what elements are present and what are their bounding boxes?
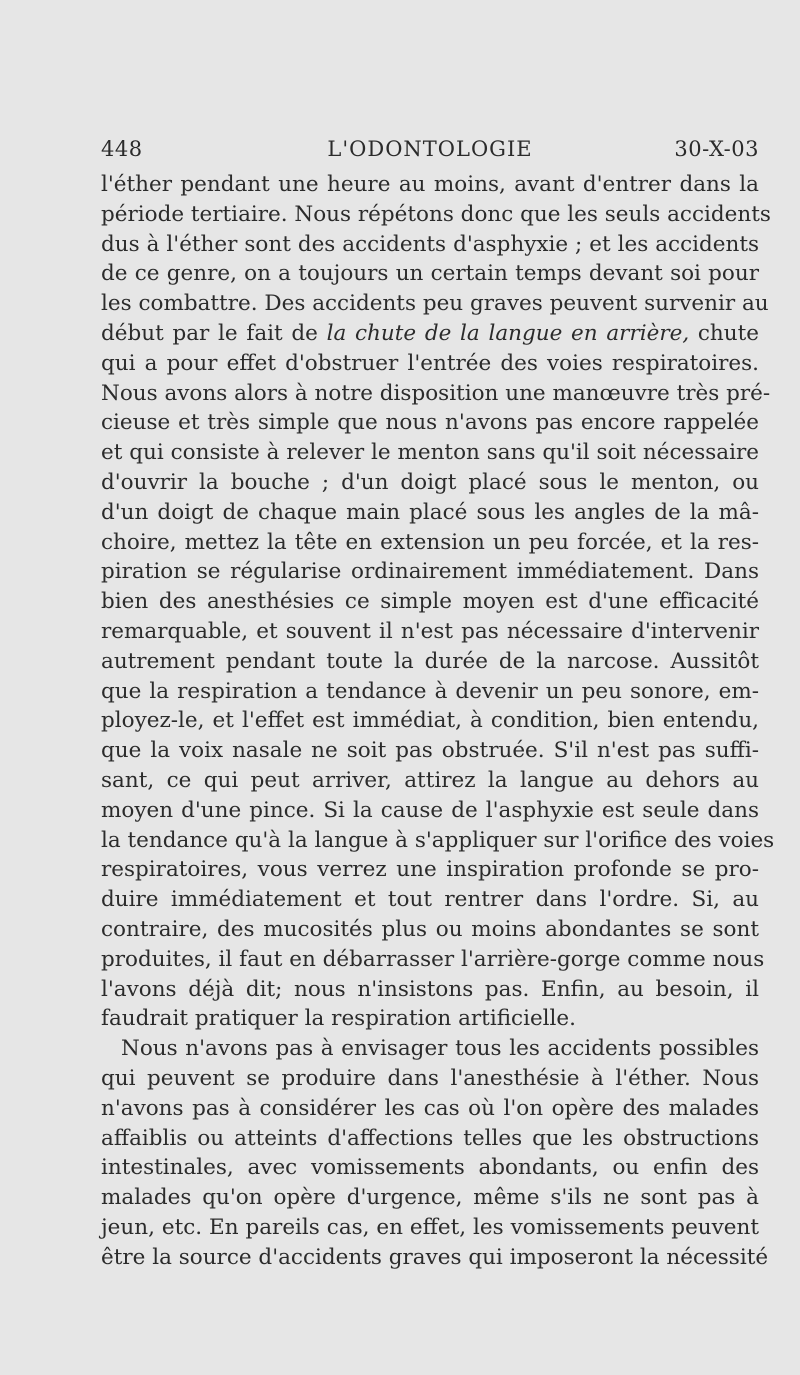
text-line: l'avons déjà dit; nous n'insistons pas. Enfin, au besoin, il bbox=[101, 976, 759, 1002]
text-line: Nous avons alors à notre disposition une manœuvre très pré- bbox=[101, 380, 771, 406]
paragraph-2 bbox=[101, 1034, 769, 1272]
body-text bbox=[101, 170, 775, 1272]
text-line: piration se régularise ordinairement immédiatement. Dans bbox=[101, 559, 759, 585]
text-line: période tertiaire. Nous répétons donc que les seuls accidents bbox=[101, 201, 771, 227]
text-line: de ce genre, on a toujours un certain temps devant soi pour bbox=[101, 261, 759, 287]
text-line: remarquable, et souvent il n'est pas nécessaire d'intervenir bbox=[101, 618, 759, 644]
text-line: dus à l'éther sont des accidents d'asphyxie ; et les accidents bbox=[101, 231, 759, 257]
text-line: autrement pendant toute la durée de la narcose. Aussitôt bbox=[101, 648, 759, 674]
italic-phrase: la chute de la langue en arrière, bbox=[326, 320, 690, 346]
text-line: d'un doigt de chaque main placé sous les angles de la mâ- bbox=[101, 499, 759, 525]
text-line: les combattre. Des accidents peu graves peuvent survenir au bbox=[101, 291, 769, 317]
text-line: n'avons pas à considérer les cas où l'on opère des malades bbox=[101, 1095, 759, 1121]
text-line: respiratoires, vous verrez une inspiration profonde se pro- bbox=[101, 857, 759, 883]
text-line: la tendance qu'à la langue à s'appliquer sur l'orifice des voies bbox=[101, 827, 775, 853]
text-line: affaiblis ou atteints d'affections telles que les obstructions bbox=[101, 1125, 759, 1151]
text-line: cieuse et très simple que nous n'avons pas encore rappelée bbox=[101, 410, 759, 436]
page-number: 448 bbox=[101, 137, 143, 161]
text-line: ployez-le, et l'effet est immédiat, à condition, bien entendu, bbox=[101, 708, 759, 734]
text-line: qui peuvent se produire dans l'anesthésie à l'éther. Nous bbox=[101, 1065, 759, 1091]
text-line: faudrait pratiquer la respiration artificielle. bbox=[101, 1006, 576, 1032]
text-line: d'ouvrir la bouche ; d'un doigt placé sous le menton, ou bbox=[101, 469, 759, 495]
text-line: qui a pour effet d'obstruer l'entrée des voies respiratoires. bbox=[101, 350, 759, 376]
journal-title: L'ODONTOLOGIE bbox=[327, 137, 533, 161]
text-line bbox=[101, 319, 759, 349]
text-line: Nous n'avons pas à envisager tous les accidents possibles bbox=[121, 1036, 759, 1062]
text-line: l'éther pendant une heure au moins, avant d'entrer dans la bbox=[101, 172, 759, 197]
text-line: moyen d'une pince. Si la cause de l'asphyxie est seule dans bbox=[101, 797, 759, 823]
text-line: jeun, etc. En pareils cas, en effet, les vomissements peuvent bbox=[101, 1214, 759, 1240]
text-line: que la respiration a tendance à devenir un peu sonore, em- bbox=[101, 678, 759, 704]
text-line: être la source d'accidents graves qui imposeront la nécessité bbox=[101, 1244, 769, 1270]
text-segment: début par le fait de bbox=[101, 320, 327, 346]
paragraph-1 bbox=[101, 170, 775, 1034]
text-line: duire immédiatement et tout rentrer dans l'ordre. Si, au bbox=[101, 887, 759, 913]
text-line: contraire, des mucosités plus ou moins abondantes se sont bbox=[101, 916, 759, 942]
text-line: produites, il faut en débarrasser l'arrière-gorge comme nous bbox=[101, 946, 765, 972]
text-line: bien des anesthésies ce simple moyen est d'une efficacité bbox=[101, 589, 759, 615]
text-line: que la voix nasale ne soit pas obstruée. S'il n'est pas suffi- bbox=[101, 738, 759, 764]
text-line: intestinales, avec vomissements abondants, ou enfin des bbox=[101, 1155, 759, 1181]
issue-date: 30-X-03 bbox=[674, 137, 759, 161]
text-segment: chute bbox=[689, 320, 759, 346]
text-line: choire, mettez la tête en extension un peu forcée, et la res- bbox=[101, 529, 759, 555]
text-line: sant, ce qui peut arriver, attirez la langue au dehors au bbox=[101, 767, 759, 793]
text-line: malades qu'on opère d'urgence, même s'ils ne sont pas à bbox=[101, 1185, 759, 1211]
text-line: et qui consiste à relever le menton sans qu'il soit nécessaire bbox=[101, 440, 759, 466]
